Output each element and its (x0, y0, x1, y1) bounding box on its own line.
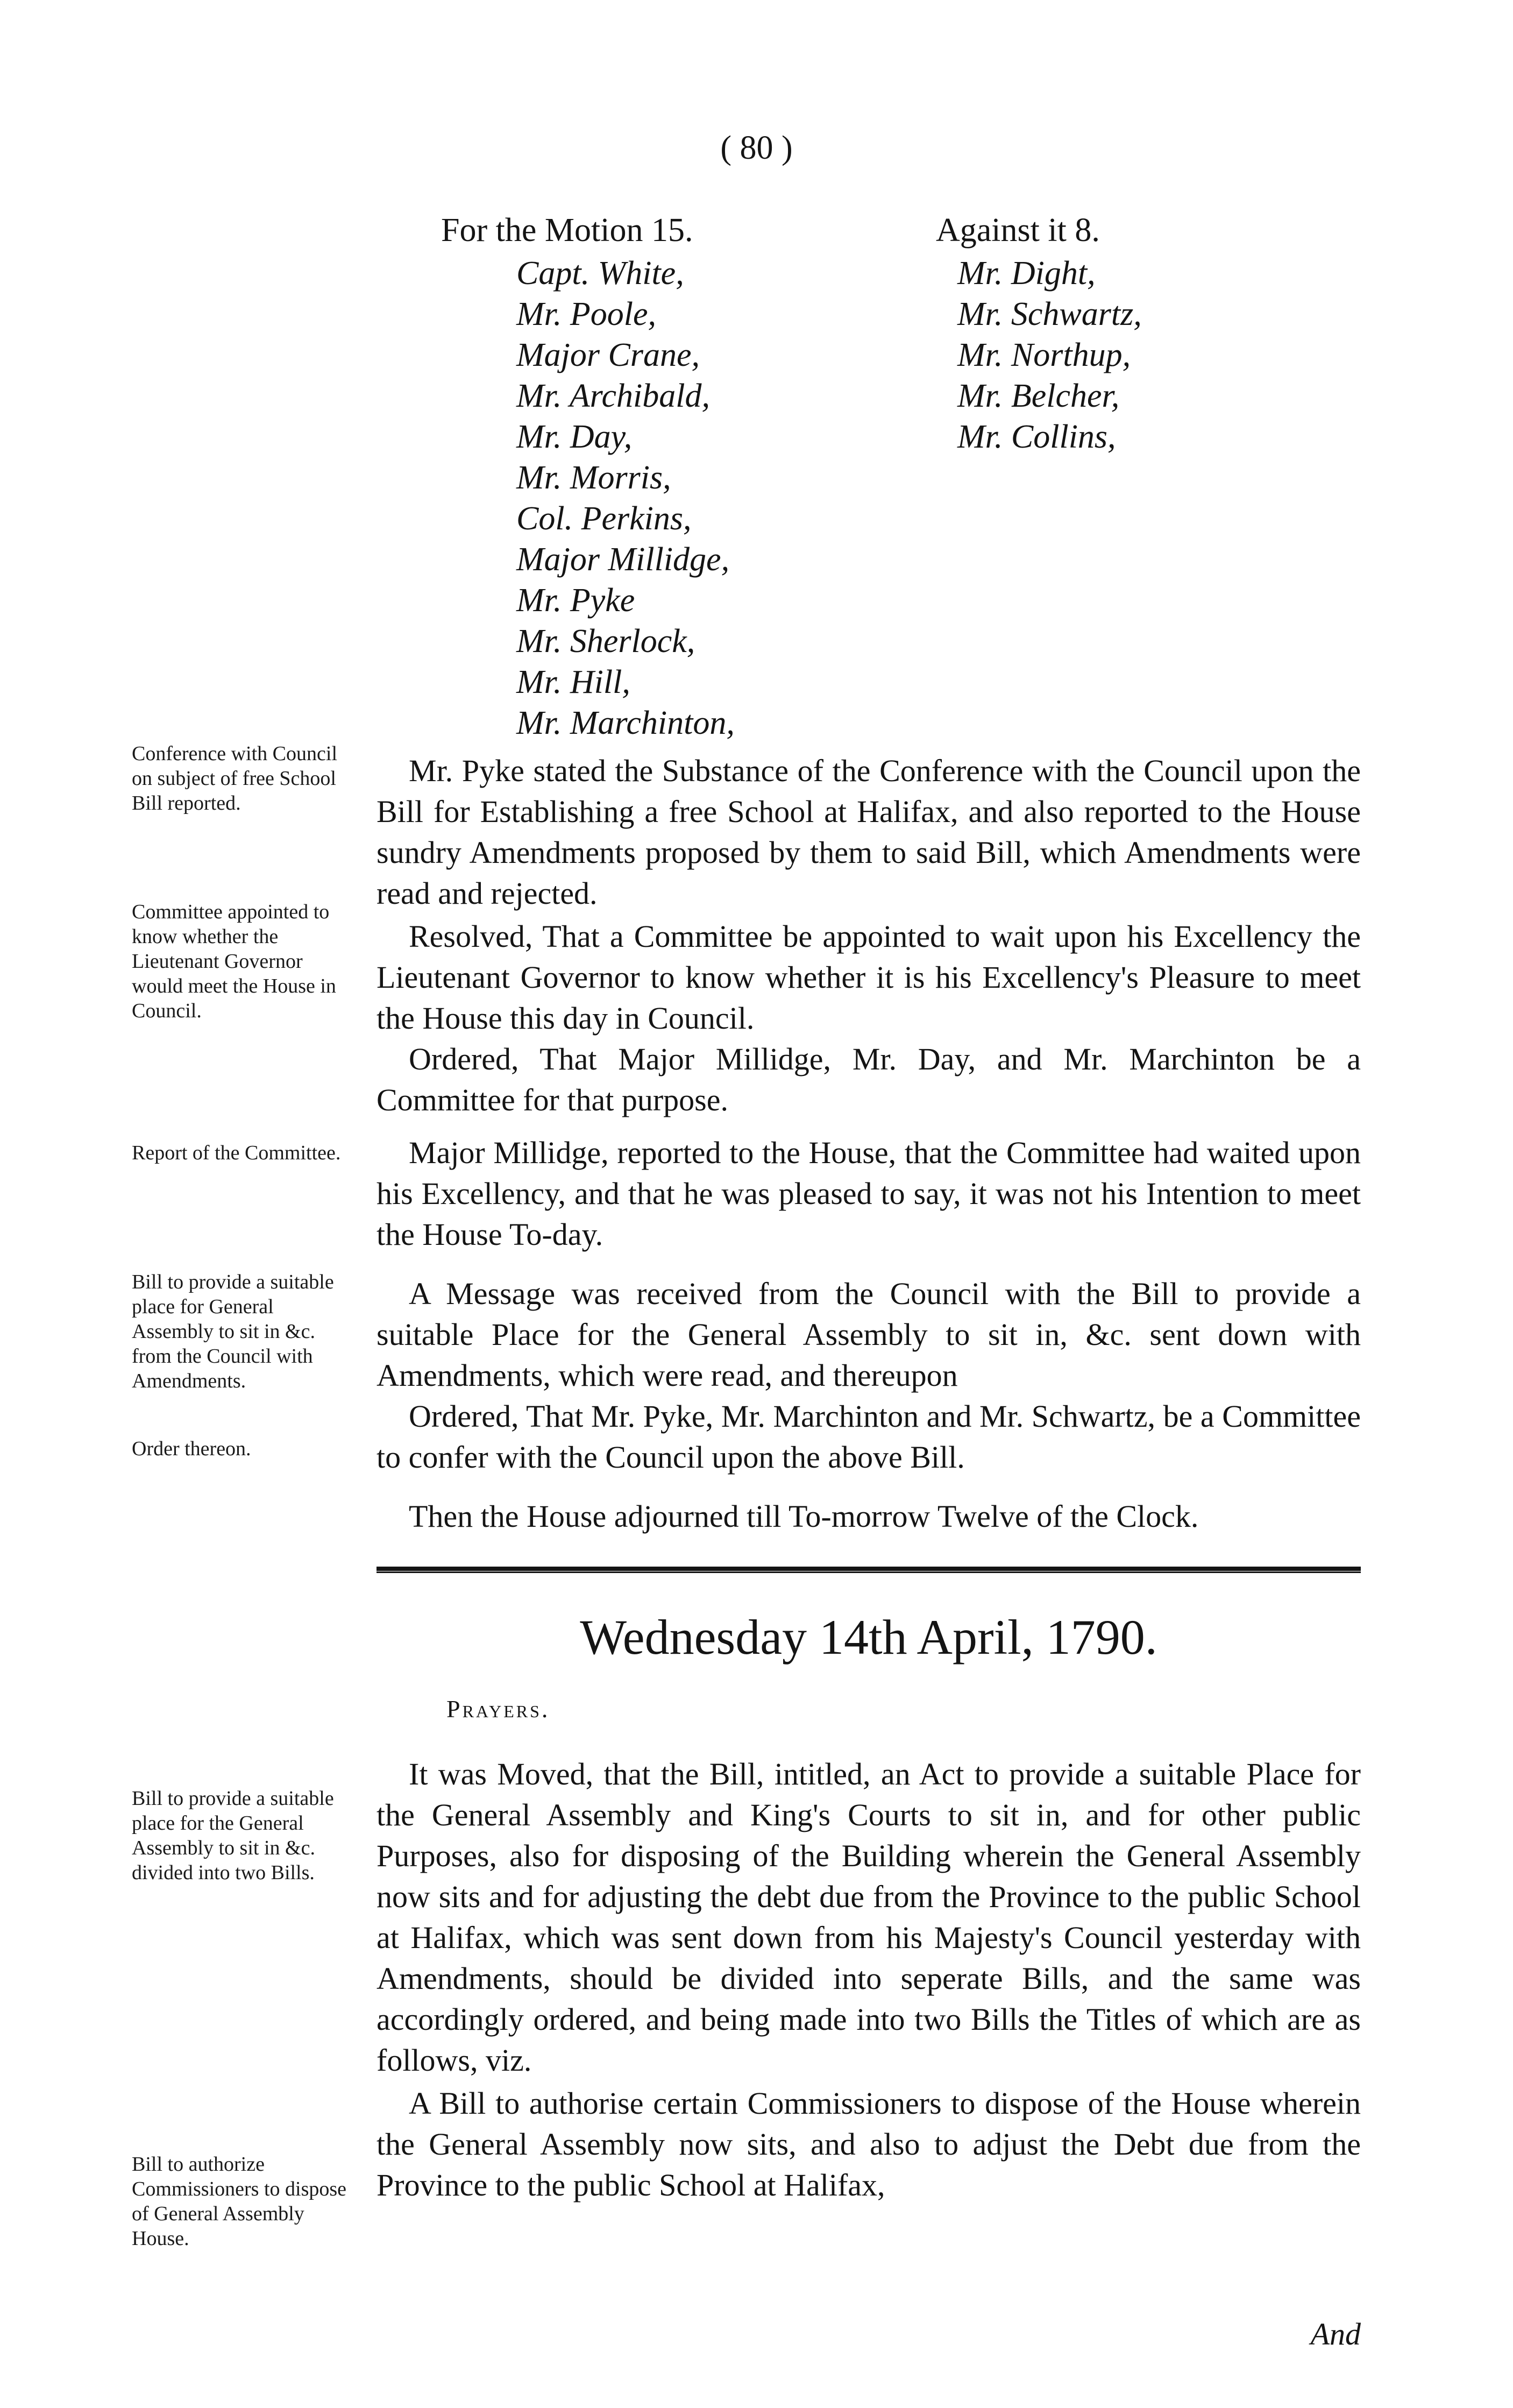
margin-note-conference: Conference with Council on subject of free School Bill reported. (132, 742, 338, 815)
vote-name: Mr. Belcher, (957, 378, 1120, 414)
vote-name: Mr. Northup, (957, 337, 1131, 373)
vote-name: Mr. Marchinton, (516, 705, 735, 741)
paragraph-motion-divide-bill: It was Moved, that the Bill, intitled, an Act to provide a suitable Place for the General Assembly and King's Courts to sit in, and for other public Purposes, also for disposing of the Building wherein the General Assembly now sits and for adjusting the debt due from the Province to the public School at Halifax, which was sent down from his Majesty's Council yesterday with Amendments, should be divided into seperate Bills, and the same was accordingly ordered, and being made into two Bills the Titles of which are as follows, viz. (377, 1757, 1361, 2078)
vote-name: Mr. Schwartz, (957, 296, 1142, 332)
margin-note-bill-divided: Bill to provide a suitable place for the General Assembly to sit in &c. divided into two Bills. (132, 1787, 334, 1884)
votes-for-heading: For the Motion 15. (441, 212, 693, 249)
vote-name: Mr. Sherlock, (516, 623, 695, 660)
section-rule (377, 1567, 1361, 1573)
vote-name: Mr. Collins, (957, 419, 1116, 455)
paragraph-resolved: Resolved, That a Committee be appointed to wait upon his Excellency the Lieutenant Governor to know whether it is his Excellency's Pleasure to meet the House this day in Council. (377, 919, 1361, 1036)
vote-name: Mr. Day, (516, 419, 633, 455)
margin-note-bill-suitable-place: Bill to provide a suitable place for General Assembly to sit in &c. from the Council with Amendments. (132, 1271, 334, 1392)
page-number: ( 80 ) (720, 130, 793, 166)
proceedings-text (377, 750, 1361, 1537)
vote-name: Col. Perkins, (516, 500, 692, 537)
day-heading: Wednesday 14th April, 1790. (580, 1610, 1157, 1665)
paragraph-ordered-committee: Ordered, That Major Millidge, Mr. Day, and Mr. Marchinton be a Committee for that purpose. (377, 1042, 1361, 1117)
proceedings-text-2 (377, 1754, 1361, 2206)
votes-for-list (441, 253, 735, 743)
margin-note-order-thereon: Order thereon. (132, 1437, 251, 1460)
vote-name: Major Crane, (516, 337, 700, 373)
catchword: And (1310, 2317, 1361, 2352)
vote-name: Mr. Dight, (957, 255, 1096, 292)
votes-against-list (936, 253, 1142, 457)
paragraph-conference: Mr. Pyke stated the Substance of the Conference with the Council upon the Bill for Establishing a free School at Halifax, and also reported to the House sundry Amendments proposed by them to said Bill, which Amendments were read and rejected. (377, 753, 1361, 911)
vote-name: Mr. Pyke (516, 582, 635, 619)
votes-for-column (441, 210, 735, 743)
vote-name: Capt. White, (516, 255, 684, 292)
prayers-heading: Prayers. (446, 1695, 550, 1723)
vote-name: Mr. Archibald, (516, 378, 710, 414)
margin-note-committee-appointed: Committee appointed to know whether the Lieutenant Governor would meet the House in Council. (132, 901, 336, 1022)
margin-note-committee-report: Report of the Committee. (132, 1142, 341, 1164)
vote-name: Major Millidge, (516, 541, 730, 578)
votes-against-heading: Against it 8. (936, 212, 1100, 249)
margin-note-bill-commissioners: Bill to authorize Commissioners to dispose of General Assembly House. (132, 2153, 347, 2250)
votes-against-column (936, 210, 1142, 457)
paragraph-message-council: A Message was received from the Council with the Bill to provide a suitable Place for the General Assembly to sit in, &c. sent down with Amendments, which were read, and thereupon (377, 1276, 1361, 1393)
paragraph-bill-commissioners: A Bill to authorise certain Commissioners to dispose of the House wherein the General Assembly now sits, and also to adjust the Debt due from the Province to the public School at Halifax, (377, 2086, 1361, 2202)
vote-name: Mr. Morris, (516, 459, 671, 496)
paragraph-adjourned: Then the House adjourned till To-morrow Twelve of the Clock. (409, 1499, 1199, 1534)
vote-name: Mr. Poole, (516, 296, 657, 332)
paragraph-committee-report: Major Millidge, reported to the House, that the Committee had waited upon his Excellency, and that he was pleased to say, it was not his Intention to meet the House To-day. (377, 1135, 1361, 1252)
vote-name: Mr. Hill, (516, 664, 630, 700)
paragraph-ordered-conference: Ordered, That Mr. Pyke, Mr. Marchinton and Mr. Schwartz, be a Committee to confer with the Council upon the above Bill. (377, 1399, 1361, 1475)
